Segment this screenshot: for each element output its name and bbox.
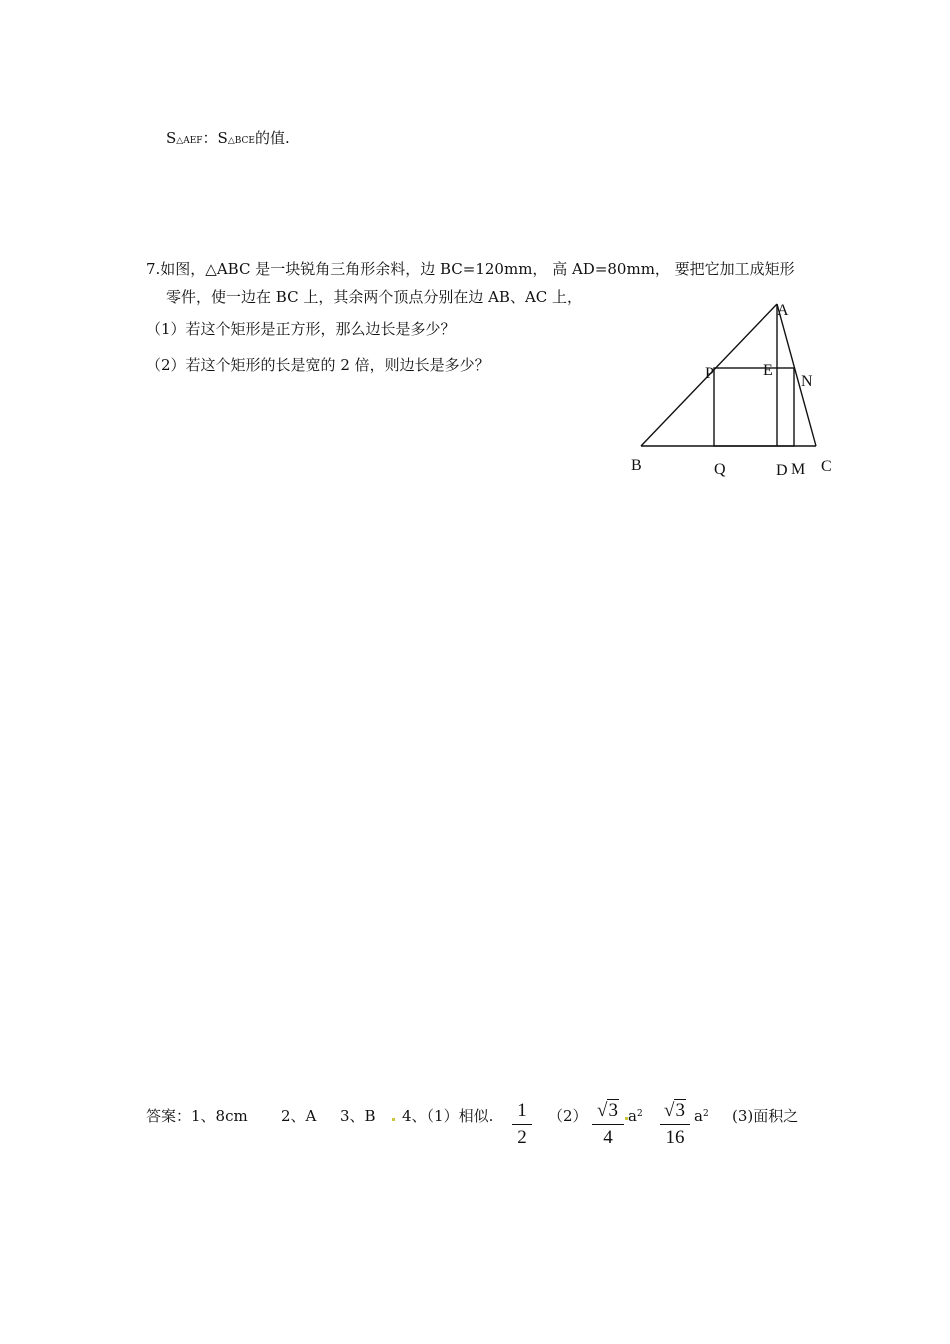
answer-4-part-3: (3)面积之 <box>732 1107 799 1125</box>
fraction-one-half-denominator: 2 <box>517 1127 527 1148</box>
label-p: P <box>705 365 714 382</box>
fraction-one-half-numerator: 1 <box>517 1100 527 1121</box>
s-symbol-1: S <box>166 129 177 147</box>
area-a-squared-2 <box>694 1106 709 1126</box>
ratio-question-line <box>166 128 290 151</box>
problem-7-line-2: 零件，使一边在 BC 上，其余两个顶点分别在边 AB、AC 上， <box>166 288 583 306</box>
fraction-sqrt3-over-4 <box>592 1100 624 1149</box>
label-c: C <box>821 458 832 475</box>
label-m: M <box>791 461 806 478</box>
exponent: 2 <box>702 1109 709 1119</box>
label-d: D <box>776 462 788 479</box>
label-q: Q <box>714 461 726 478</box>
decorative-dot <box>392 1118 395 1121</box>
problem-7-question-2: （2）若这个矩形的长是宽的 2 倍，则边长是多少？ <box>146 356 490 374</box>
fraction-bar <box>592 1124 624 1125</box>
inscribed-rectangle <box>714 368 794 446</box>
s-subscript-2: △BCE <box>227 136 255 146</box>
label-e: E <box>763 362 773 379</box>
answer-prefix: 答案：1、8cm <box>146 1107 248 1125</box>
answer-3: 3、B <box>340 1107 376 1125</box>
label-a: A <box>777 302 789 319</box>
answer-2: 2、A <box>281 1107 317 1125</box>
exponent: 2 <box>636 1109 643 1119</box>
fraction-sqrt3-over-16-denominator: 16 <box>665 1127 685 1148</box>
colon: ： <box>202 129 218 147</box>
sqrt-radicand: 3 <box>675 1100 685 1121</box>
fraction-sqrt3-over-4-denominator: 4 <box>603 1127 613 1148</box>
s-symbol-2: S <box>217 129 228 147</box>
fraction-bar <box>660 1124 690 1125</box>
answer-4: 4、（1）相似. <box>402 1107 494 1125</box>
ratio-question-tail: 的值. <box>255 129 290 147</box>
label-n: N <box>801 373 813 390</box>
sqrt-3-numerator: √3 <box>664 1100 685 1121</box>
variable-a: a <box>628 1107 637 1125</box>
s-subscript-1: △AEF <box>176 136 203 146</box>
variable-a: a <box>694 1107 703 1125</box>
area-a-squared-1 <box>628 1106 643 1126</box>
answer-4-part-2-label: （2） <box>548 1107 588 1125</box>
fraction-one-half <box>512 1100 532 1149</box>
triangle-rectangle-figure <box>620 295 840 485</box>
label-b: B <box>631 457 642 474</box>
problem-7-line-1: 7.如图，△ABC 是一块锐角三角形余料，边 BC=120mm， 高 AD=80mm， 要把它加工成矩形 <box>146 260 795 278</box>
fraction-sqrt3-over-16 <box>660 1100 690 1149</box>
fraction-bar <box>512 1124 532 1125</box>
sqrt-3-numerator: √3 <box>597 1100 618 1121</box>
sqrt-radicand: 3 <box>608 1100 618 1121</box>
problem-7-question-1: （1）若这个矩形是正方形，那么边长是多少？ <box>146 320 456 338</box>
